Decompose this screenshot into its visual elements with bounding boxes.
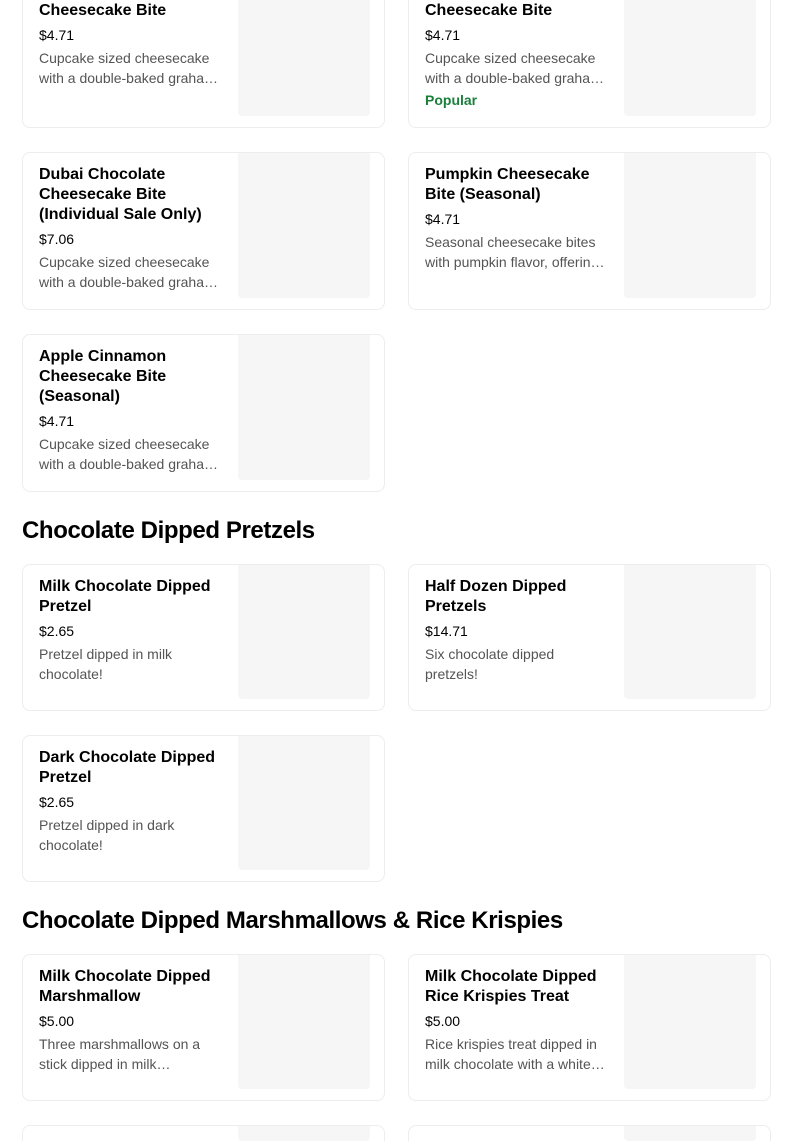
item-price: $2.65 [39, 794, 75, 810]
menu-item-card[interactable] [22, 152, 385, 310]
item-name: Milk Chocolate Dipped Rice Krispies Treat [425, 968, 597, 1005]
menu-item-card[interactable] [22, 334, 385, 492]
section-title-marshmallows: Chocolate Dipped Marshmallows & Rice Krispies [22, 907, 563, 934]
item-price: $4.71 [39, 27, 75, 43]
item-image [238, 955, 370, 1089]
item-image [238, 1126, 370, 1141]
item-image [238, 335, 370, 480]
item-description: Six chocolate dipped pretzels! [425, 646, 555, 682]
item-price: $14.71 [425, 623, 468, 639]
item-name: Cheesecake Bite [39, 2, 167, 19]
item-price: $5.00 [39, 1013, 75, 1029]
item-price: $7.06 [39, 231, 75, 247]
item-description: Seasonal cheesecake bites with pumpkin flavor, offering [425, 234, 599, 270]
menu-item-card[interactable] [22, 954, 385, 1101]
item-price: $4.71 [425, 27, 461, 43]
menu-item-card[interactable] [22, 1125, 385, 1141]
menu-item-card[interactable] [408, 152, 771, 310]
item-description: Cupcake sized cheesecake with a double-baked graham [39, 50, 216, 86]
item-name: Pumpkin Cheesecake Bite (Seasonal) [425, 166, 590, 203]
item-price: $2.65 [39, 623, 75, 639]
item-price: $5.00 [425, 1013, 461, 1029]
menu-item-card[interactable] [408, 0, 771, 128]
menu-item-card[interactable] [408, 1125, 771, 1141]
menu-item-card[interactable] [408, 564, 771, 711]
menu-item-card[interactable] [22, 735, 385, 882]
item-name: Milk Chocolate Dipped Marshmallow [39, 968, 211, 1005]
popular-badge: Popular [425, 92, 478, 108]
section-title-pretzels: Chocolate Dipped Pretzels [22, 517, 315, 544]
item-name: Cheesecake Bite [425, 2, 553, 19]
item-description: Pretzel dipped in dark chocolate! [39, 817, 175, 853]
item-description: Cupcake sized cheesecake with a double-baked graham [39, 436, 216, 472]
item-description: Cupcake sized cheesecake with a double-baked graham [425, 50, 602, 86]
menu-item-card[interactable] [22, 564, 385, 711]
item-image [624, 1126, 756, 1141]
item-name: Milk Chocolate Dipped Pretzel [39, 578, 211, 615]
item-image [624, 955, 756, 1089]
item-image [624, 0, 756, 116]
item-name: Dubai Chocolate Cheesecake Bite (Individual Sale Only) [39, 166, 202, 223]
menu-item-card[interactable] [22, 0, 385, 128]
item-name: Dark Chocolate Dipped Pretzel [39, 749, 216, 786]
item-image [624, 153, 756, 298]
item-image [238, 565, 370, 699]
item-description: Cupcake sized cheesecake with a double-baked graham [39, 254, 216, 290]
item-description: Rice krispies treat dipped in milk chocolate with a white [425, 1036, 597, 1072]
item-price: $4.71 [425, 211, 461, 227]
item-image [238, 0, 370, 116]
item-image [238, 153, 370, 298]
item-image [238, 736, 370, 870]
item-image [624, 565, 756, 699]
item-name: Half Dozen Dipped Pretzels [425, 578, 567, 615]
item-description: Three marshmallows on a stick dipped in milk [39, 1036, 201, 1072]
menu-item-card[interactable] [408, 954, 771, 1101]
item-price: $4.71 [39, 413, 75, 429]
item-description: Pretzel dipped in milk chocolate! [39, 646, 173, 682]
item-name: Apple Cinnamon Cheesecake Bite (Seasonal) [39, 348, 167, 405]
